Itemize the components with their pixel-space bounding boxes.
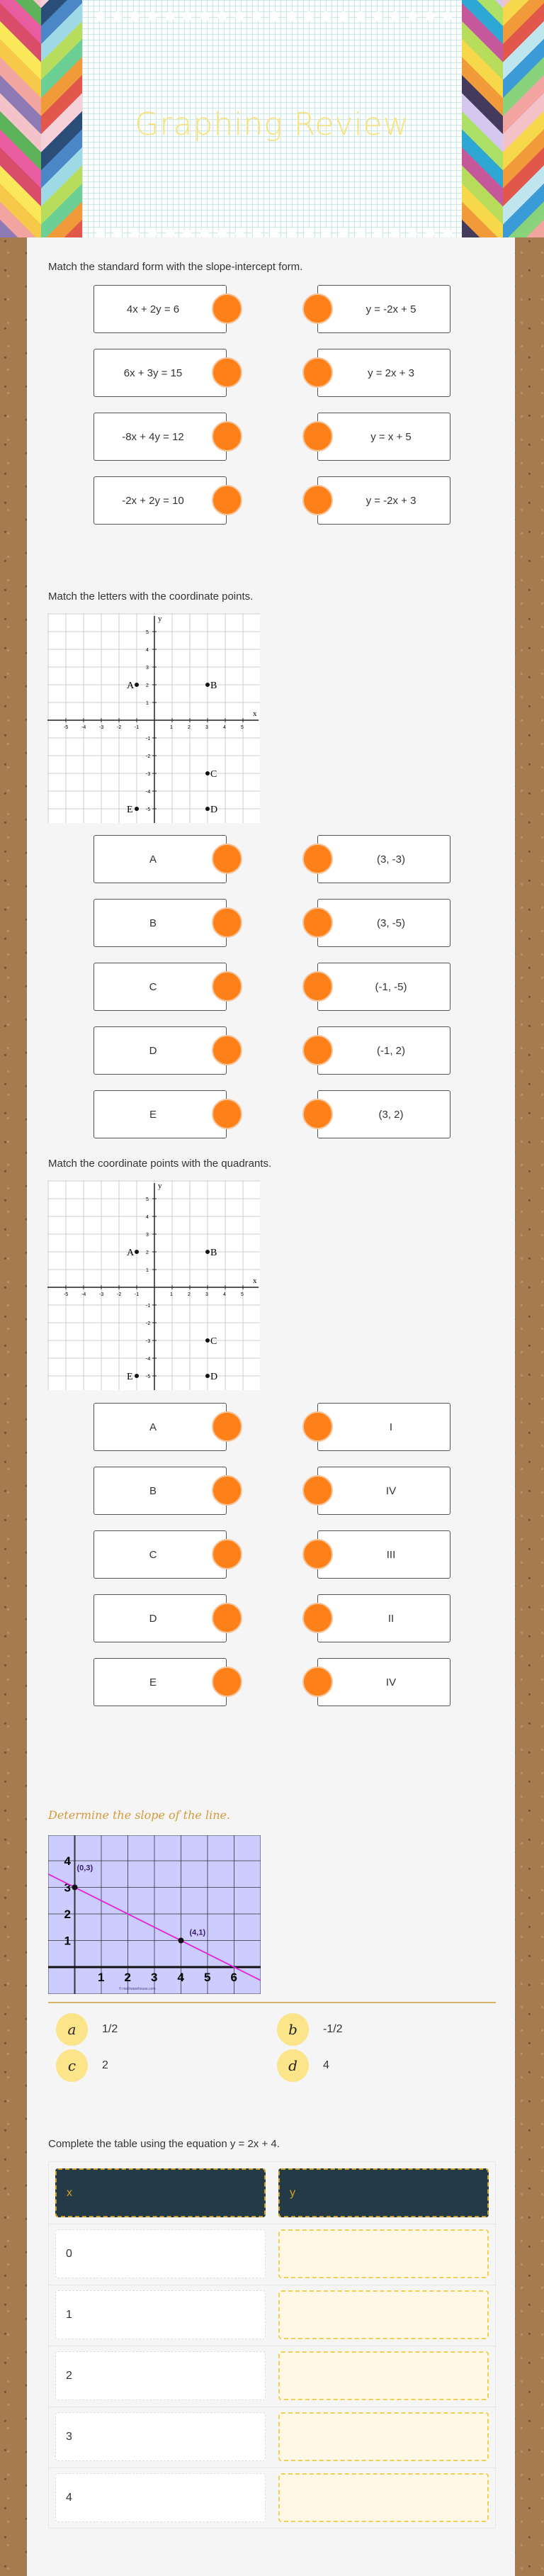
match-right-item[interactable]: (3, 2): [317, 1090, 450, 1138]
match-connector-dot[interactable]: [302, 1035, 333, 1065]
x-tick-label: 4: [177, 1971, 184, 1984]
match-right-item[interactable]: (3, -3): [317, 835, 450, 883]
y-tick-label: -5: [146, 807, 151, 812]
header-pattern-right: [503, 0, 544, 237]
x-tick-label: -1: [135, 725, 140, 730]
y-tick-label: 4: [64, 1854, 71, 1868]
match-left-item[interactable]: E: [94, 1658, 227, 1706]
match-connector-dot[interactable]: [212, 1475, 242, 1506]
point-D: [205, 1374, 210, 1378]
question-2-prompt: Match the letters with the coordinate points.: [48, 590, 254, 603]
match-connector-dot[interactable]: [212, 844, 242, 874]
table-cell-y-input[interactable]: [278, 2229, 489, 2278]
point-label: E: [127, 805, 133, 815]
option-c-button[interactable]: c: [56, 2049, 88, 2082]
match-connector-dot[interactable]: [302, 293, 333, 324]
data-point: [178, 1938, 184, 1944]
x-tick-label: 3: [205, 725, 208, 730]
match-left-item[interactable]: B: [94, 899, 227, 947]
match-right-item[interactable]: y = -2x + 5: [317, 285, 450, 333]
match-left-item[interactable]: C: [94, 963, 227, 1011]
x-tick-label: -1: [135, 1292, 140, 1297]
header-pattern-right: [462, 0, 503, 237]
match-right-item[interactable]: (-1, -5): [317, 963, 450, 1011]
match-left-item[interactable]: 6x + 3y = 15: [94, 349, 227, 397]
y-tick-label: 3: [146, 1233, 149, 1238]
question-5-prompt: Complete the table using the equation y = 2x + 4.: [48, 2138, 280, 2150]
worksheet-card: [27, 237, 515, 2576]
y-tick-label: -3: [146, 1339, 151, 1344]
match-connector-dot[interactable]: [212, 357, 242, 388]
point-label: C: [210, 769, 217, 780]
x-tick-label: 3: [151, 1971, 158, 1984]
match-connector-dot[interactable]: [212, 1035, 242, 1065]
point-label: B: [210, 1248, 217, 1258]
y-tick-label: -5: [146, 1374, 151, 1379]
x-tick-label: -4: [81, 1292, 86, 1297]
xy-table: [48, 2161, 496, 2529]
x-tick-label: -2: [117, 725, 122, 730]
y-tick-label: 3: [146, 666, 149, 671]
match-left-item[interactable]: -2x + 2y = 10: [94, 476, 227, 525]
y-tick-label: 2: [146, 1250, 149, 1255]
point-D: [205, 807, 210, 811]
match-left-item[interactable]: C: [94, 1530, 227, 1579]
y-tick-label: 1: [146, 701, 149, 706]
match-connector-dot[interactable]: [302, 1099, 333, 1129]
x-tick-label: -3: [99, 1292, 104, 1297]
y-tick-label: -3: [146, 772, 151, 777]
match-left-item[interactable]: -8x + 4y = 12: [94, 413, 227, 461]
match-right-item[interactable]: y = 2x + 3: [317, 349, 450, 397]
y-tick-label: -1: [146, 1304, 151, 1309]
option-d-text: 4: [323, 2059, 329, 2071]
point-label: B: [210, 681, 217, 691]
divider: [48, 2002, 496, 2003]
x-tick-label: 1: [170, 1292, 173, 1297]
point-label: D: [210, 805, 218, 815]
question-4-prompt: Determine the slope of the line.: [48, 1808, 231, 1822]
y-tick-label: 5: [146, 1197, 149, 1202]
match-left-item[interactable]: E: [94, 1090, 227, 1138]
point-A: [135, 683, 139, 687]
table-cell-x: 2: [55, 2351, 266, 2400]
option-a-text: 1/2: [102, 2023, 118, 2035]
match-connector-dot[interactable]: [212, 1099, 242, 1129]
x-tick-label: 5: [204, 1971, 211, 1984]
y-tick-label: -4: [146, 790, 151, 795]
x-tick-label: 5: [241, 725, 244, 730]
match-connector-dot[interactable]: [302, 421, 333, 452]
question-3-prompt: Match the coordinate points with the quadrants.: [48, 1158, 272, 1170]
match-left-item[interactable]: D: [94, 1026, 227, 1075]
x-tick-label: 1: [98, 1971, 105, 1984]
match-right-item[interactable]: y = x + 5: [317, 413, 450, 461]
match-right-item[interactable]: (3, -5): [317, 899, 450, 947]
match-connector-dot[interactable]: [302, 485, 333, 515]
match-connector-dot[interactable]: [302, 357, 333, 388]
table-cell-y-input[interactable]: [278, 2351, 489, 2400]
match-left-item[interactable]: A: [94, 1403, 227, 1451]
y-tick-label: 1: [64, 1934, 71, 1948]
y-tick-label: 5: [146, 630, 149, 635]
match-left-item[interactable]: A: [94, 835, 227, 883]
x-tick-label: -5: [64, 1292, 69, 1297]
match-right-item[interactable]: III: [317, 1530, 450, 1579]
point-label: A: [127, 681, 135, 691]
match-connector-dot[interactable]: [212, 421, 242, 452]
match-connector-dot[interactable]: [302, 1603, 333, 1633]
y-tick-label: -2: [146, 754, 151, 759]
point-B: [205, 683, 210, 687]
y-axis-label: y: [158, 615, 162, 623]
x-tick-label: -2: [117, 1292, 122, 1297]
x-axis-label: x: [253, 710, 257, 718]
header-pattern-left: [0, 0, 41, 237]
y-tick-label: 1: [146, 1268, 149, 1273]
x-tick-label: -4: [81, 725, 86, 730]
x-tick-label: 4: [223, 1292, 226, 1297]
table-cell-y-input[interactable]: [278, 2412, 489, 2461]
y-tick-label: 2: [64, 1908, 71, 1921]
coordinate-graph: [47, 613, 260, 823]
x-tick-label: -3: [99, 725, 104, 730]
match-connector-dot[interactable]: [212, 1539, 242, 1569]
match-right-item[interactable]: II: [317, 1594, 450, 1642]
y-tick-label: -2: [146, 1321, 151, 1326]
point-label: A: [127, 1248, 135, 1258]
option-a-button[interactable]: a: [56, 2013, 88, 2046]
x-tick-label: 5: [241, 1292, 244, 1297]
match-left-item[interactable]: B: [94, 1467, 227, 1515]
point-E: [135, 1374, 139, 1378]
match-left-item[interactable]: 4x + 2y = 6: [94, 285, 227, 333]
point-label: C: [210, 1336, 217, 1347]
x-tick-label: -5: [64, 725, 69, 730]
option-b-text: -1/2: [323, 2023, 343, 2035]
table-cell-x: 1: [55, 2290, 266, 2339]
match-connector-dot[interactable]: [212, 1411, 242, 1442]
point-label: (4,1): [189, 1928, 206, 1937]
watermark: © mathwarehouse.com: [119, 1987, 156, 1991]
table-cell-y-input[interactable]: [278, 2473, 489, 2522]
y-tick-label: -1: [146, 737, 151, 741]
header-pattern-left: [41, 0, 82, 237]
match-right-item[interactable]: (-1, 2): [317, 1026, 450, 1075]
y-tick-label: 3: [64, 1881, 71, 1895]
point-label: D: [210, 1372, 218, 1382]
match-connector-dot[interactable]: [212, 293, 242, 324]
table-header-y: y: [278, 2168, 489, 2217]
slope-line-graph: [48, 1835, 261, 1994]
point-label: (0,3): [76, 1864, 94, 1873]
point-E: [135, 807, 139, 811]
question-1-prompt: Match the standard form with the slope-intercept form.: [48, 261, 303, 273]
x-tick-label: 4: [223, 725, 226, 730]
header-scallop: [92, 11, 453, 21]
y-axis-label: y: [158, 1182, 162, 1190]
match-connector-dot[interactable]: [302, 844, 333, 874]
x-tick-label: 2: [188, 1292, 191, 1297]
x-tick-label: 2: [188, 725, 191, 730]
x-tick-label: 2: [124, 1971, 131, 1984]
point-A: [135, 1250, 139, 1254]
match-connector-dot[interactable]: [302, 1539, 333, 1569]
match-connector-dot[interactable]: [212, 907, 242, 938]
match-right-item[interactable]: y = -2x + 3: [317, 476, 450, 525]
match-connector-dot[interactable]: [212, 1667, 242, 1697]
option-b-button[interactable]: b: [277, 2013, 309, 2046]
y-tick-label: -4: [146, 1357, 151, 1362]
point-B: [205, 1250, 210, 1254]
match-left-item[interactable]: D: [94, 1594, 227, 1642]
match-connector-dot[interactable]: [212, 971, 242, 1002]
table-header-x: x: [55, 2168, 266, 2217]
y-tick-label: 4: [146, 1215, 149, 1220]
option-d-button[interactable]: d: [277, 2049, 309, 2082]
point-label: E: [127, 1372, 133, 1382]
coordinate-graph: [47, 1180, 260, 1390]
x-axis-label: x: [253, 1277, 257, 1285]
x-tick-label: 6: [230, 1971, 237, 1984]
match-connector-dot[interactable]: [302, 1667, 333, 1697]
page-title: Graphing Review: [135, 106, 409, 142]
match-right-item[interactable]: IV: [317, 1467, 450, 1515]
x-tick-label: 1: [170, 725, 173, 730]
header-scallop: [92, 228, 453, 238]
match-right-item[interactable]: I: [317, 1403, 450, 1451]
match-connector-dot[interactable]: [212, 1603, 242, 1633]
match-connector-dot[interactable]: [302, 971, 333, 1002]
match-connector-dot[interactable]: [302, 1411, 333, 1442]
table-cell-x: 0: [55, 2229, 266, 2278]
match-connector-dot[interactable]: [302, 1475, 333, 1506]
point-C: [205, 1338, 210, 1343]
table-cell-y-input[interactable]: [278, 2290, 489, 2339]
match-connector-dot[interactable]: [302, 907, 333, 938]
x-tick-label: 3: [205, 1292, 208, 1297]
y-tick-label: 4: [146, 648, 149, 653]
match-connector-dot[interactable]: [212, 485, 242, 515]
table-cell-x: 3: [55, 2412, 266, 2461]
match-right-item[interactable]: IV: [317, 1658, 450, 1706]
table-cell-x: 4: [55, 2473, 266, 2522]
data-point: [72, 1885, 78, 1891]
option-c-text: 2: [102, 2059, 108, 2071]
y-tick-label: 2: [146, 683, 149, 688]
point-C: [205, 771, 210, 775]
